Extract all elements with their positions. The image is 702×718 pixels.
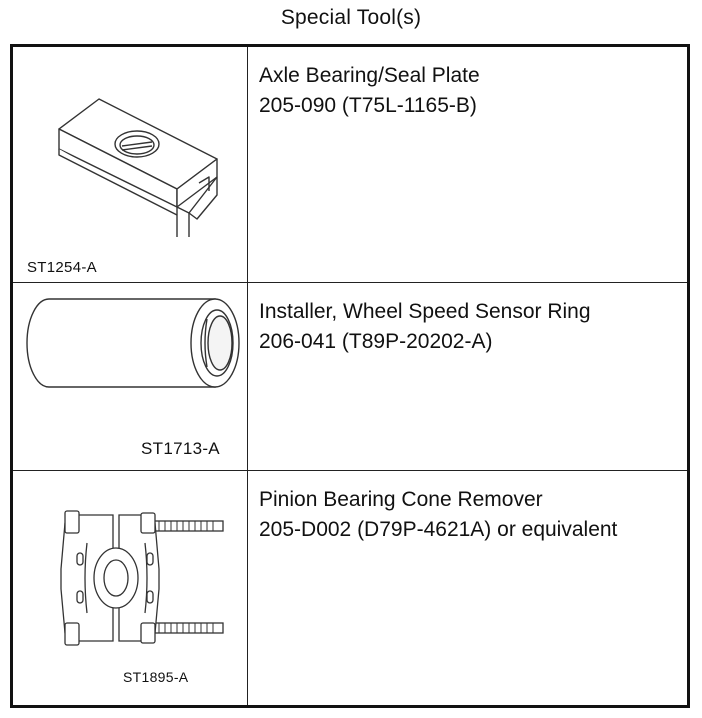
illustration-code: ST1713-A: [141, 439, 220, 458]
tool-name: Axle Bearing/Seal Plate: [259, 64, 480, 87]
table-row: [13, 283, 687, 471]
tool-number: 205-090 (T75L-1165-B): [259, 94, 477, 117]
special-tools-table: [10, 44, 690, 708]
table-row: [13, 471, 687, 705]
tool-number: 205-D002 (D79P-4621A) or equivalent: [259, 518, 618, 541]
tool-name: Installer, Wheel Speed Sensor Ring: [259, 300, 591, 323]
bearing-seal-plate-icon: [49, 87, 229, 237]
bearing-cone-remover-icon: [43, 509, 233, 649]
tool-description-cell: [249, 471, 687, 705]
tool-illustration-cell: [13, 471, 248, 705]
page-title: Special Tool(s): [280, 6, 422, 29]
illustration-code: ST1895-A: [123, 669, 189, 685]
tool-illustration-cell: [13, 47, 248, 282]
sensor-ring-installer-icon: [19, 289, 245, 395]
tool-illustration-cell: [13, 283, 248, 470]
tool-description-cell: [249, 283, 687, 470]
tool-description-cell: [249, 47, 687, 282]
table-row: [13, 47, 687, 283]
tool-name: Pinion Bearing Cone Remover: [259, 488, 543, 511]
tool-number: 206-041 (T89P-20202-A): [259, 330, 493, 353]
illustration-code: ST1254-A: [27, 259, 97, 276]
